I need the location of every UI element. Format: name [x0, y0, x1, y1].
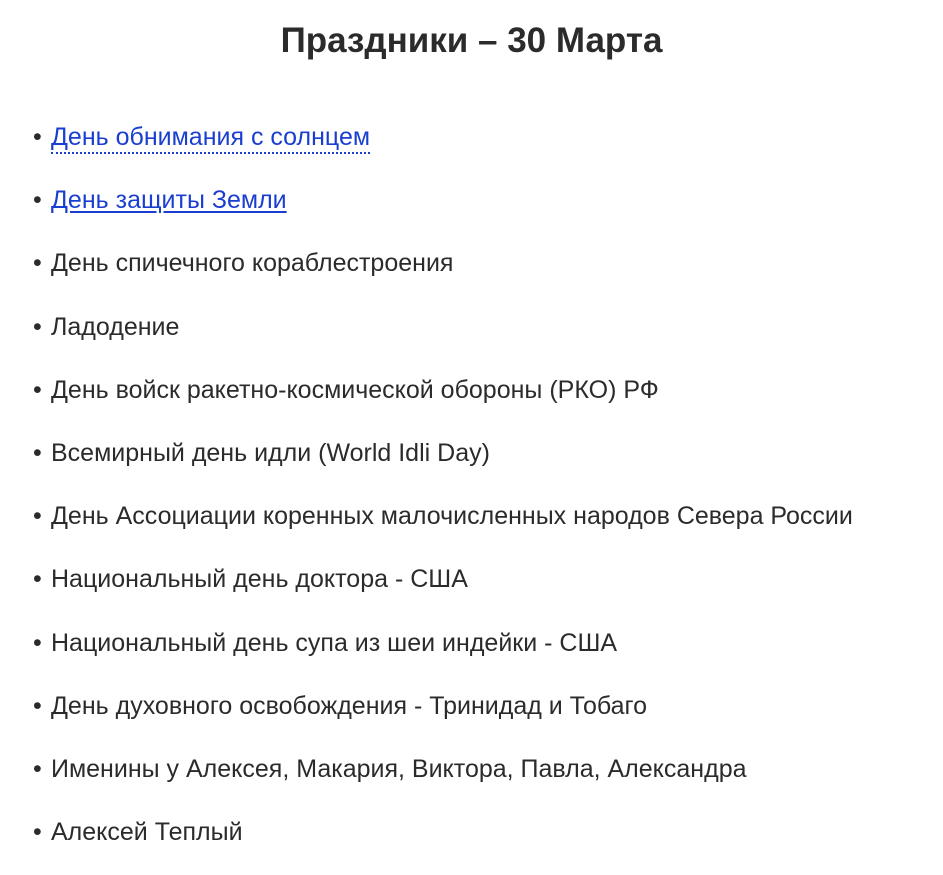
- holiday-label: День Ассоциации коренных малочисленных народов Севера России: [51, 502, 853, 531]
- holiday-item-turkey-neck-soup-day: [33, 623, 853, 686]
- holiday-label: Национальный день доктора - США: [51, 565, 468, 594]
- bullet-marker: •: [33, 312, 42, 341]
- bullet-marker: •: [33, 502, 42, 531]
- holiday-item-missile-space-defense-day: [33, 370, 853, 433]
- page-title: Праздники – 30 Марта: [280, 21, 663, 60]
- holiday-label: Алексей Теплый: [51, 818, 243, 847]
- holiday-list: [33, 117, 853, 875]
- bullet-marker: •: [33, 186, 42, 215]
- bullet-marker: •: [33, 565, 42, 594]
- bullet-marker: •: [33, 123, 42, 151]
- holiday-item-spiritual-baptist-liberation-day: [33, 686, 853, 749]
- holiday-item-world-idli-day: [33, 433, 853, 496]
- holiday-item-sun-hugging-day: [33, 117, 853, 180]
- bullet-marker: •: [33, 691, 42, 720]
- holiday-item-name-days: [33, 749, 853, 812]
- holiday-item-matchstick-shipbuilding-day: [33, 243, 853, 306]
- holiday-label: Ладодение: [51, 312, 180, 341]
- holiday-label: День духовного освобождения - Тринидад и Тобаго: [51, 691, 648, 720]
- holiday-label: Именины у Алексея, Макария, Виктора, Павла, Александра: [51, 754, 747, 783]
- holiday-label: День войск ракетно-космической обороны (РКО) РФ: [51, 375, 659, 404]
- bullet-marker: •: [33, 754, 42, 783]
- holiday-label: Национальный день супа из шеи индейки - США: [51, 628, 618, 657]
- holiday-item-national-doctors-day: [33, 559, 853, 622]
- holiday-link-earth-protection-day[interactable]: День защиты Земли: [51, 186, 287, 215]
- holiday-item-earth-protection-day: [33, 180, 853, 243]
- holiday-item-indigenous-peoples-association-day: [33, 496, 853, 559]
- bullet-marker: •: [33, 375, 42, 404]
- holiday-label: Всемирный день идли (World Idli Day): [51, 438, 490, 467]
- bullet-marker: •: [33, 249, 42, 278]
- bullet-marker: •: [33, 628, 42, 657]
- bullet-marker: •: [33, 438, 42, 467]
- holiday-item-ladodenie: [33, 307, 853, 370]
- bullet-marker: •: [33, 818, 42, 847]
- holiday-link-sun-hugging-day[interactable]: День обнимания с солнцем: [51, 123, 370, 154]
- holiday-label: День спичечного кораблестроения: [51, 249, 454, 278]
